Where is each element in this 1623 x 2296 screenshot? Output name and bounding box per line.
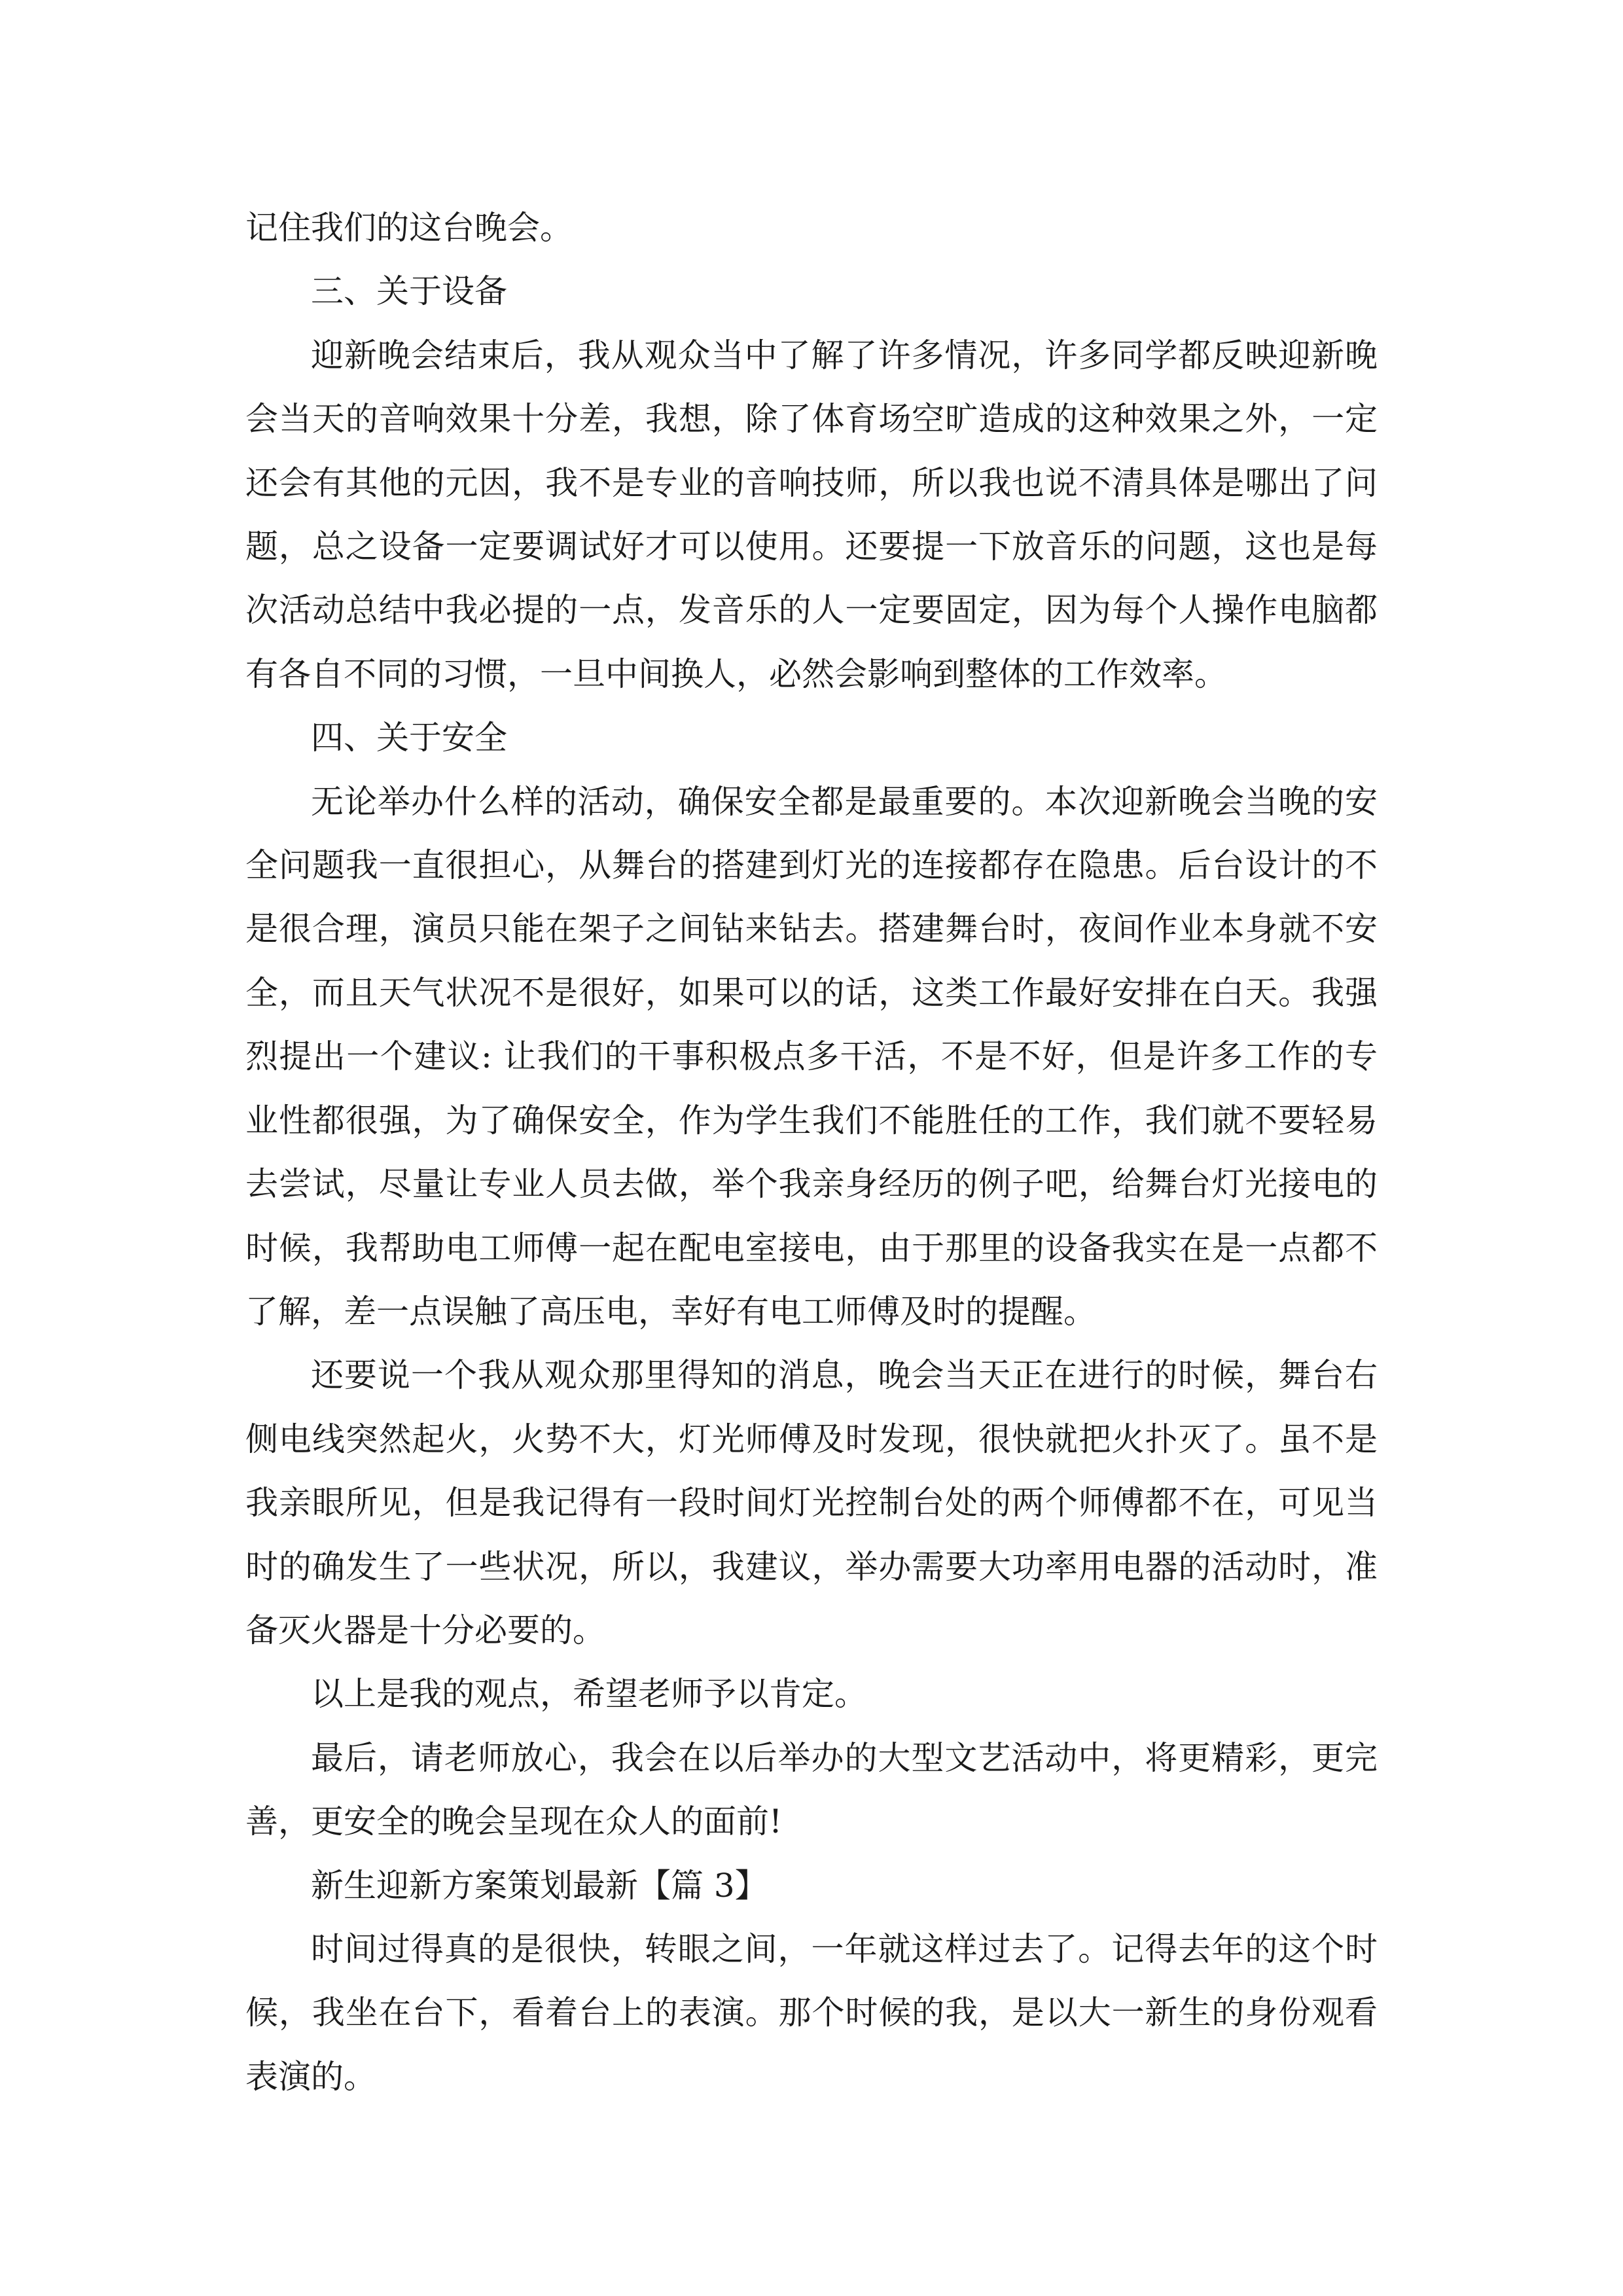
paragraph-equipment: 迎新晚会结束后，我从观众当中了解了许多情况，许多同学都反映迎新晚会当天的音响效果十分差，我想，除了体育场空旷造成的这种效果之外，一定还会有其他的元因，我不是专业的音响技师，所以我也说不清具体是哪出了问题，总之设备一定要调试好才可以使用。还要提一下放音乐的问题，这也是每次活动总结中我必提的一点，发音乐的人一定要固定，因为每个人操作电脑都有各自不同的习惯，一旦中间换人，必然会影响到整体的工作效率。 (245, 336, 1378, 693)
document-body (245, 196, 1378, 2109)
paragraph-safety: 无论举办什么样的活动，确保安全都是最重要的。本次迎新晚会当晚的安全问题我一直很担心，从舞台的搭建到灯光的连接都存在隐患。后台设计的不是很合理，演员只能在架子之间钻来钻去。搭建舞台时，夜间作业本身就不安全，而且天气状况不是很好，如果可以的话，这类工作最好安排在白天。我强烈提出一个建议: 让我们的干事积极点多干活，不是不好，但是许多工作的专业性都很强，为了确保安全，作为学生我们不能胜任的工作，我们就不要轻易去尝试，尽量让专业人员去做，举个我亲身经历的例子吧，给舞台灯光接电的时候，我帮助电工师傅一起在配电室接电，由于那里的设备我实在是一点都不了解，差一点误触了高压电，幸好有电工师傅及时的提醒。 (245, 782, 1378, 1331)
paragraph-continuation: 记住我们的这台晚会。 (245, 209, 573, 247)
section-heading-part-3: 新生迎新方案策划最新【篇 3】 (311, 1866, 768, 1905)
section-heading-equipment: 三、关于设备 (311, 272, 507, 311)
paragraph-closing: 最后，请老师放心，我会在以后举办的大型文艺活动中，将更精彩，更完善，更安全的晚会呈现在众人的面前! (245, 1738, 1378, 1841)
section-heading-safety: 四、关于安全 (311, 719, 507, 757)
paragraph-opinion: 以上是我的观点，希望老师予以肯定。 (311, 1675, 867, 1713)
paragraph-part-3-intro: 时间过得真的是很快，转眼之间，一年就这样过去了。记得去年的这个时候，我坐在台下，看着台上的表演。那个时候的我，是以大一新生的身份观看表演的。 (245, 1929, 1378, 2096)
paragraph-fire-incident: 还要说一个我从观众那里得知的消息，晚会当天正在进行的时候，舞台右侧电线突然起火，火势不大，灯光师傅及时发现，很快就把火扑灭了。虽不是我亲眼所见，但是我记得有一段时间灯光控制台处的两个师傅都不在，可见当时的确发生了一些状况，所以，我建议，举办需要大功率用电器的活动时，准备灭火器是十分必要的。 (245, 1356, 1378, 1649)
